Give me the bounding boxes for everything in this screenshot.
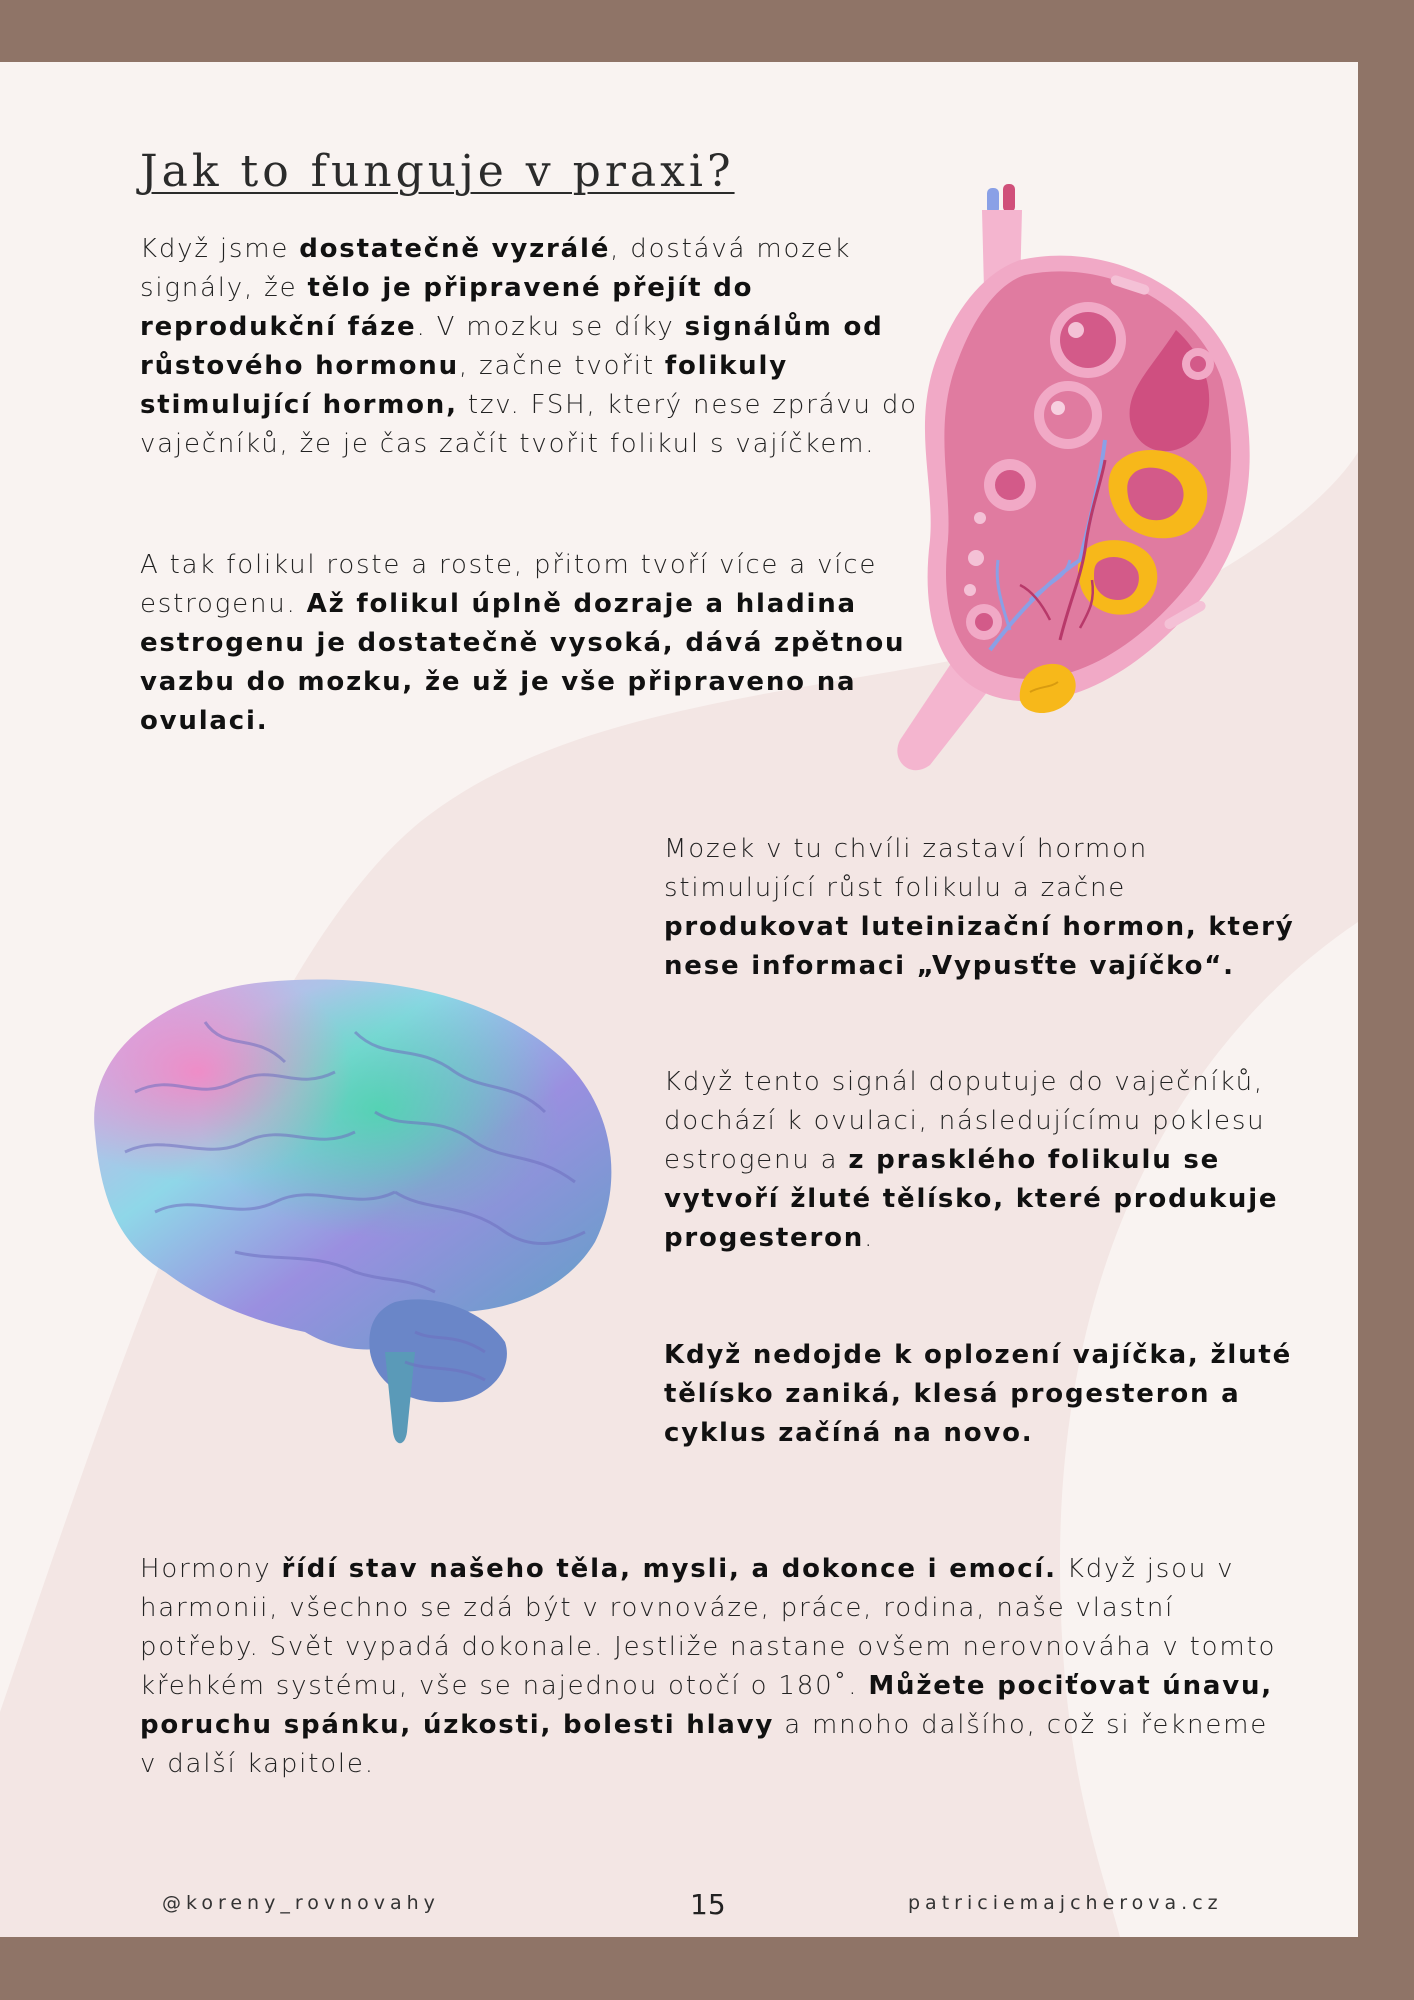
body-text: Když jsou v harmonii, všechno se zdá být v rovnováze, práce, rodina, naše vlastní potřeby. Svět vypadá dokonale. Jestliže nastane ovšem nerovnováha v tomto křehkém systému, vše se najednou otočí o 180˚. [140, 1554, 1277, 1701]
emphasis-text: dostatečně vyzrálé [299, 234, 611, 264]
paragraph-fsh [140, 230, 930, 464]
emphasis-text: signálům od růstového hormonu [140, 312, 884, 381]
emphasis-text: Až folikul úplně dozraje a hladina estrogenu je dostatečně vysoká, dává zpětnou vazbu do mozku, že už je vše připraveno na ovulaci. [140, 589, 906, 736]
brain-illustration [55, 932, 635, 1492]
emphasis-text: folikuly stimulující hormon, [140, 351, 788, 420]
emphasis-text: z prasklého folikulu se vytvoří žluté tělísko, které produkuje progesteron [664, 1145, 1279, 1253]
ovary-illustration [880, 180, 1260, 780]
paragraph-hormones-summary [140, 1550, 1280, 1784]
body-text: Mozek v tu chvíli zastaví hormon stimulující růst folikulu a začne [664, 834, 1149, 903]
page-number: 15 [690, 1888, 726, 1921]
website-url: patriciemajcherova.cz [908, 1892, 1223, 1914]
emphasis-text: Když nedojde k oplození vajíčka, žluté tělísko zaniká, klesá progesteron a cyklus začíná na novo. [664, 1340, 1293, 1448]
emphasis-text: řídí stav našeho těla, mysli, a dokonce i emocí. [281, 1554, 1057, 1584]
body-text: Když tento signál doputuje do vaječníků, dochází k ovulaci, následujícímu poklesu estrogenu a [664, 1067, 1266, 1175]
page [0, 62, 1358, 1937]
paragraph-estrogen [140, 546, 930, 741]
body-text: , začne tvořit [458, 351, 665, 381]
body-text: Hormony [140, 1554, 282, 1584]
paragraph-cycle [664, 1336, 1304, 1453]
page-title: Jak to funguje v praxi? [140, 146, 735, 197]
body-text: Když jsme [140, 234, 300, 264]
body-text: . [864, 1223, 875, 1253]
instagram-handle: @koreny_rovnovahy [162, 1892, 440, 1914]
body-text: , dostává mozek signály, že [140, 234, 852, 303]
body-text: . V mozku se díky [416, 312, 685, 342]
emphasis-text: tělo je připravené přejít do reprodukční fáze [140, 273, 754, 342]
emphasis-text: produkovat luteinizační hormon, který nese informaci „Vypusťte vajíčko“. [664, 912, 1295, 981]
paragraph-ovulation [664, 1063, 1304, 1258]
emphasis-text: Můžete pociťovat únavu, poruchu spánku, úzkosti, bolesti hlavy [140, 1671, 1273, 1740]
paragraph-lh [664, 830, 1304, 986]
body-text: tzv. FSH, který nese zprávu do vaječníků, že je čas začít tvořit folikul s vajíčkem. [140, 390, 918, 459]
body-text: a mnoho dalšího, což si řekneme v další kapitole. [140, 1710, 1269, 1779]
body-text: A tak folikul roste a roste, přitom tvoří více a více estrogenu. [140, 550, 878, 619]
